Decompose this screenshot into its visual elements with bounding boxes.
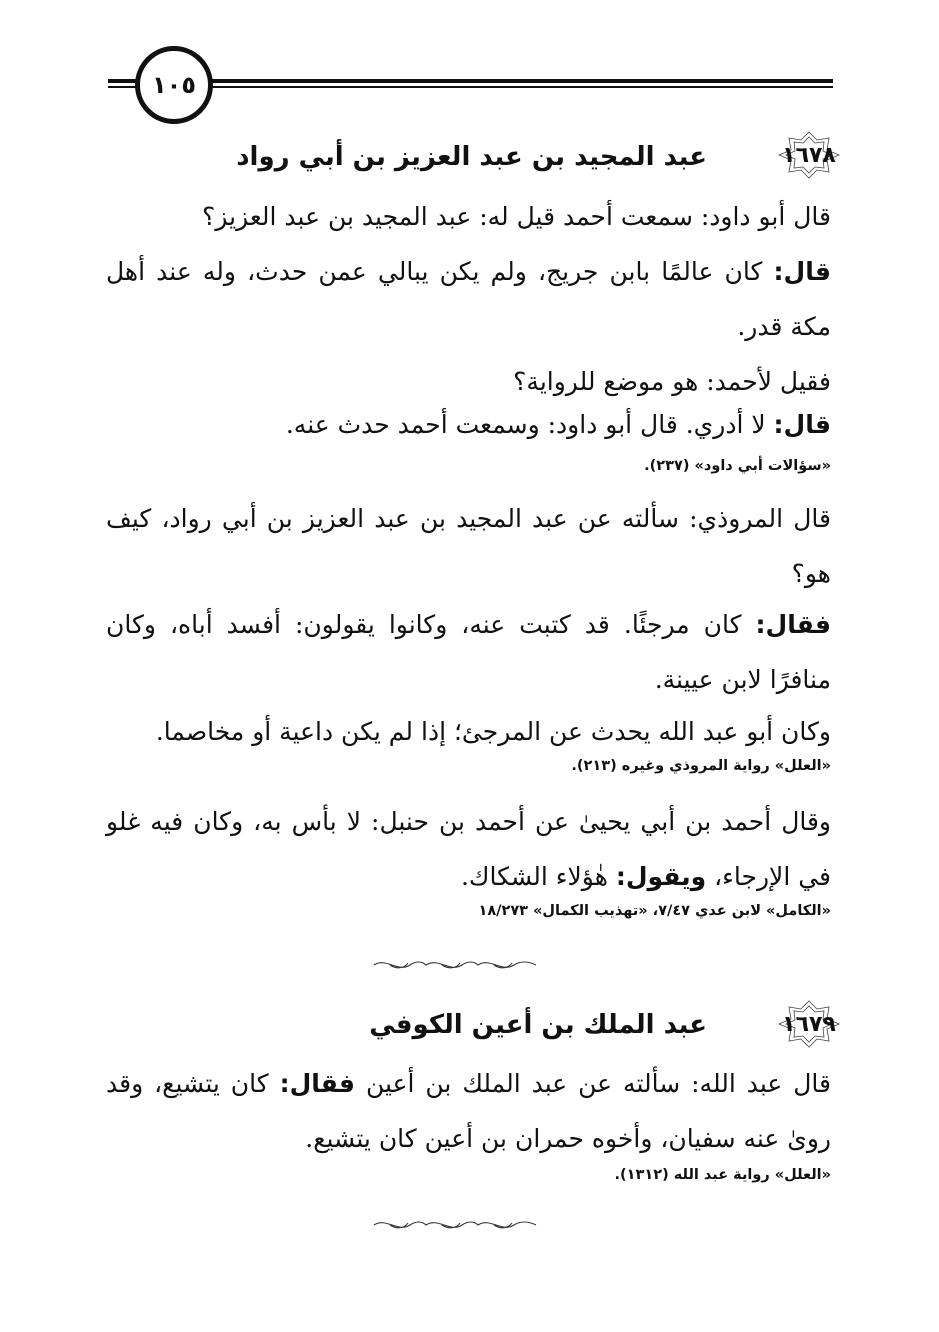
paragraph: قال أبو داود: سمعت أحمد قيل له: عبد المجيد بن عبد العزيز؟: [202, 202, 831, 231]
header-rule-thick: [108, 79, 833, 83]
paragraph: [106, 794, 831, 904]
paragraph: قال المروذي: سألته عن عبد المجيد بن عبد العزيز بن أبي رواد، كيف هو؟: [106, 504, 831, 588]
source-citation: «العلل» رواية المروذي وغيره (٢١٣).: [571, 758, 831, 774]
paragraph-text: كان مرجئًا. قد كتبت عنه، وكانوا يقولون: أفسد أباه، وكان منافرًا لابن عيينة.: [106, 610, 831, 694]
paragraph-text: كان يتشيع، وقد رویٰ عنه سفيان، وأخوه حمران بن أعين كان يتشيع.: [106, 1069, 831, 1153]
page-number: ١٠٥: [135, 46, 213, 124]
paragraph-text: لا أدري. قال أبو داود: وسمعت أحمد حدث عنه.: [285, 410, 774, 439]
paragraph-text: وقال أحمد بن أبي يحيىٰ عن أحمد بن حنبل: لا بأس به، وكان فيه غلو في الإرجاء،: [106, 807, 831, 891]
paragraph: [106, 597, 831, 707]
source-citation: «العلل» رواية عبد الله (١٣١٢).: [614, 1167, 831, 1183]
entry-number-ornament: [777, 999, 841, 1049]
paragraph: وكان أبو عبد الله يحدث عن المرجئ؛ إذا لم يكن داعية أو مخاصما.: [155, 717, 831, 746]
paragraph: [106, 397, 831, 452]
entry-number: ١٦٧٨: [782, 142, 836, 168]
paragraph-text: كان عالمًا بابن جريج، ولم يكن يبالي عمن حدث، وله عند أهل مكة قدر.: [106, 257, 831, 341]
bold-lead: قال:: [773, 257, 831, 286]
bold-lead: فقال:: [279, 1069, 356, 1098]
section-divider-ornament: [370, 1218, 540, 1232]
paragraph: [106, 244, 831, 354]
bold-lead: قال:: [773, 410, 831, 439]
entry-title: عبد المجيد بن عبد العزيز بن أبي رواد: [236, 142, 707, 172]
source-citation: «سؤالات أبي داود» (٢٣٧).: [644, 458, 831, 474]
section-divider-ornament: [370, 958, 540, 972]
entry-number-ornament: [777, 130, 841, 180]
bold-lead: فقال:: [755, 610, 831, 639]
bold-lead: ويقول:: [615, 862, 707, 891]
entry-title: عبد الملك بن أعين الكوفي: [369, 1010, 707, 1040]
paragraph-text: هٰؤلاء الشكاك.: [460, 862, 616, 891]
paragraph-text: قال عبد الله: سألته عن عبد الملك بن أعين: [355, 1069, 831, 1098]
header-rule-thin: [108, 86, 833, 88]
entry-number: ١٦٧٩: [782, 1011, 836, 1037]
paragraph: [106, 1056, 831, 1166]
source-citation: «الكامل» لابن عدي ٧/٤٧، «تهذيب الكمال» ١٨/٢٧٣: [478, 903, 831, 919]
paragraph: فقيل لأحمد: هو موضع للرواية؟: [513, 367, 831, 396]
